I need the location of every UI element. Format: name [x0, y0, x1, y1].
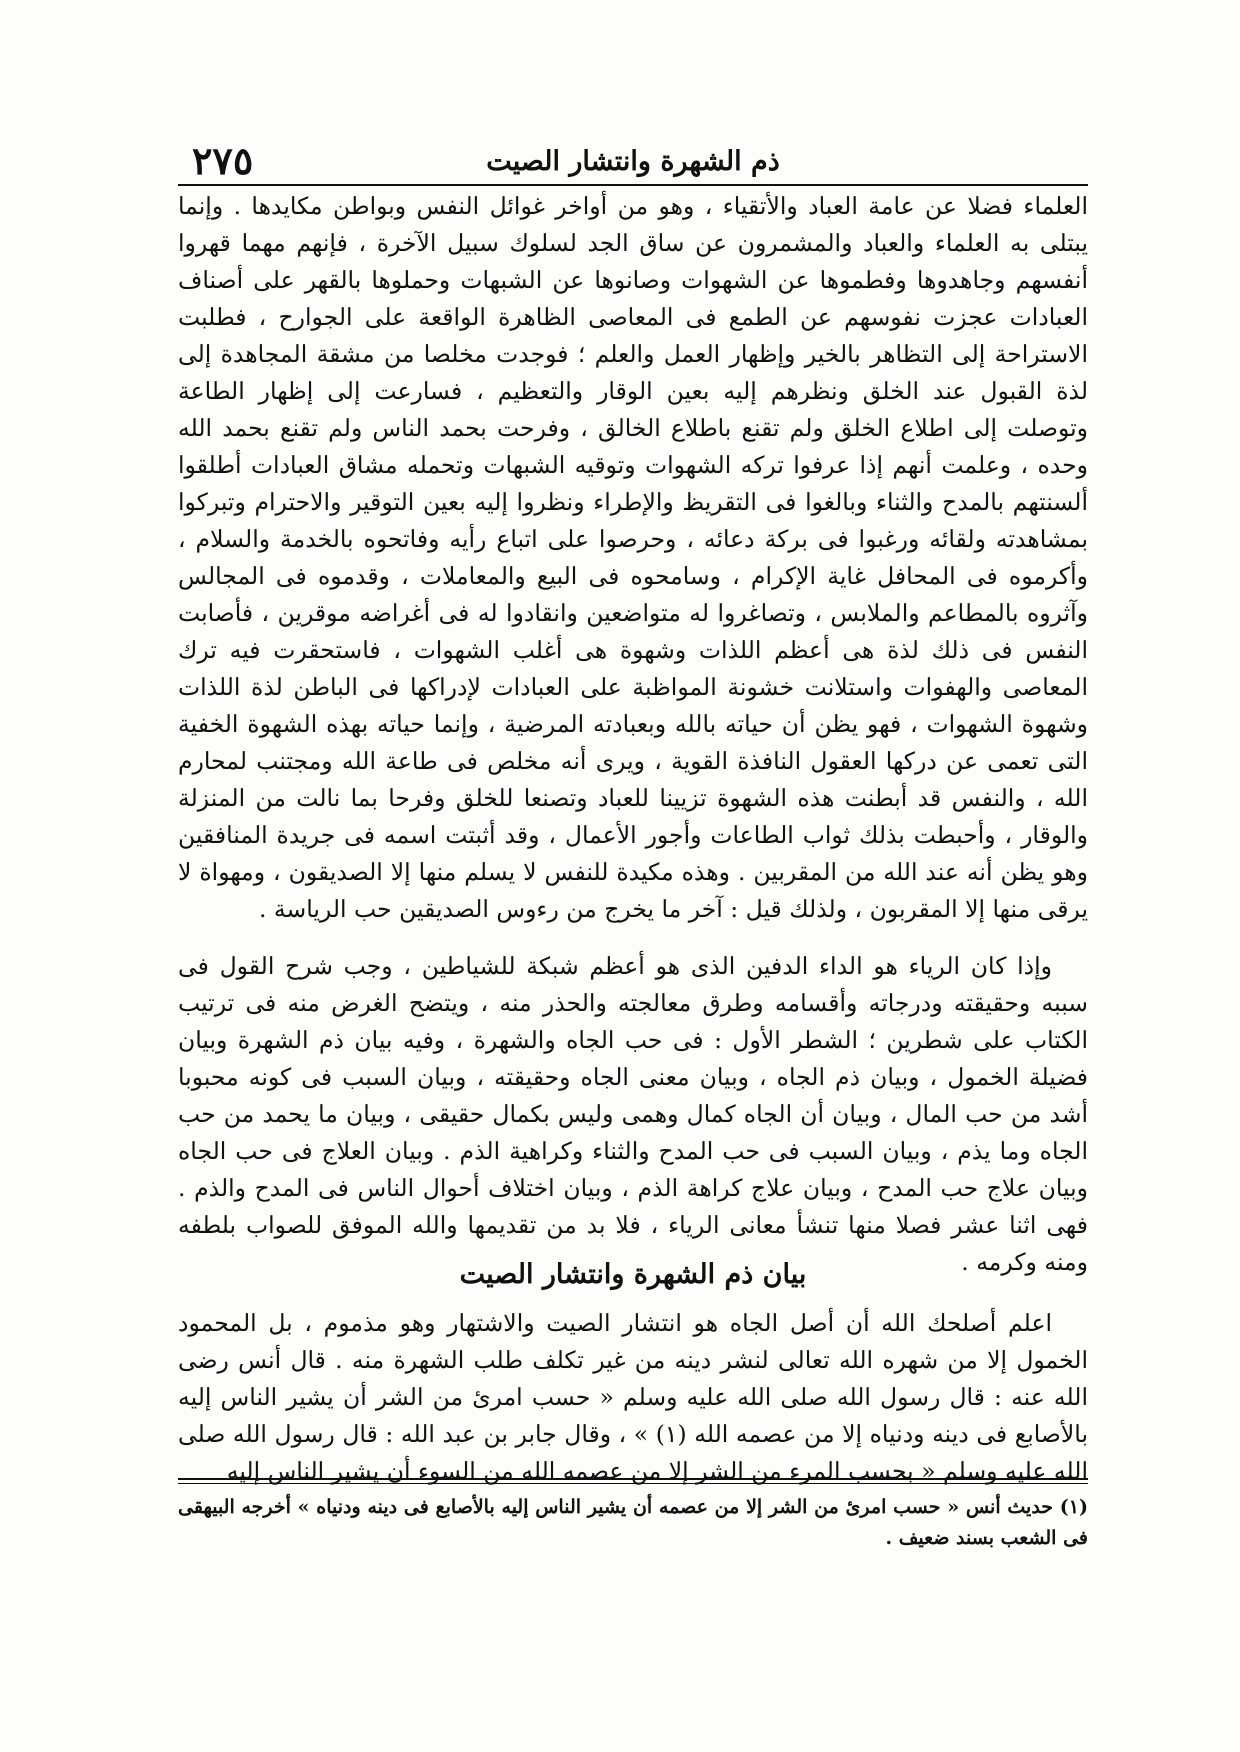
paragraph: وإذا كان الرياء هو الداء الدفين الذى هو أعظم شبكة للشياطين ، وجب شرح القول فى سببه وحقيقته ودرجاته وأقسامه وطرق معالجته والحذر منه ، ويتضح الغرض منه فى ترتيب الكتاب على شطرين ؛ الشطر الأول : فى حب الجاه والشهرة ، وفيه بيان ذم الشهرة وبيان فضيلة الخمول ، وبيان ذم الجاه ، وبيان معنى الجاه وحقيقته ، وبيان السبب فى كونه محبوبا أشد من حب المال ، وبيان أن الجاه كمال وهمى وليس بكمال حقيقى ، وبيان ما يحمد من حب الجاه وما يذم ، وبيان السبب فى حب المدح والثناء وكراهية الذم . وبيان العلاج فى حب الجاه وبيان علاج حب المدح ، وبيان علاج كراهة الذم ، وبيان اختلاف أحوال الناس فى المدح والذم . فهى اثنا عشر فصلا منها تنشأ معانى الرياء ، فلا بد من تقديمها والله الموفق للصواب بلطفه ومنه وكرمه . [178, 952, 1088, 1276]
footnote-text: (١) حديث أنس « حسب امرئ من الشر إلا من عصمه أن يشير الناس إليه بالأصابع فى دينه ودنياه » أخرجه البيهقى فى الشعب بسند ضعيف . [178, 1496, 1088, 1549]
footnote [178, 1492, 1088, 1554]
page-header [178, 138, 1088, 184]
page-number: ٢٧٥ [192, 138, 254, 183]
section-heading: بيان ذم الشهرة وانتشار الصيت [459, 1259, 807, 1290]
footnote-divider [178, 1478, 1088, 1480]
footnote-divider-thin [178, 1483, 1088, 1484]
running-title: ذم الشهرة وانتشار الصيت [486, 146, 780, 177]
paragraph: اعلم أصلحك الله أن أصل الجاه هو انتشار الصيت والاشتهار وهو مذموم ، بل المحمود الخمول إلا من شهره الله تعالى لنشر دينه من غير تكلف طلب الشهرة منه . قال أنس رضى الله عنه : قال رسول الله صلى الله عليه وسلم « حسب امرئ من الشر أن يشير الناس إليه بالأصابع فى دينه ودنياه إلا من عصمه الله (١) » ، وقال جابر بن عبد الله : قال رسول الله صلى الله عليه وسلم « بحسب المرء من الشر إلا من عصمه الله من السوء أن يشير الناس إليه [178, 1309, 1088, 1485]
header-rule [178, 184, 1088, 186]
body-text [178, 188, 1088, 1483]
paragraph: العلماء فضلا عن عامة العباد والأتقياء ، وهو من أواخر غوائل النفس وبواطن مكايدها . وإنما يبتلى به العلماء والعباد والمشمرون عن ساق الجد لسلوك سبيل الآخرة ، فإنهم مهما قهروا أنفسهم وجاهدوها وفطموها عن الشهوات وصانوها عن الشبهات وحملوها بالقهر على أصناف العبادات عجزت نفوسهم عن الطمع فى المعاصى الظاهرة الواقعة على الجوارح ، فطلبت الاستراحة إلى التظاهر بالخير وإظهار العمل والعلم ؛ فوجدت مخلصا من مشقة المجاهدة إلى لذة القبول عند الخلق ونظرهم إليه بعين الوقار والتعظيم ، فسارعت إلى إظهار الطاعة وتوصلت إلى اطلاع الخلق ولم تقنع باطلاع الخالق ، وفرحت بحمد الناس ولم تقنع بحمد الله وحده ، وعلمت أنهم إذا عرفوا تركه الشهوات وتوقيه الشبهات وتحمله مشاق العبادات أطلقوا ألسنتهم بالمدح والثناء وبالغوا فى التقريظ والإطراء ونظروا إليه بعين التوقير والاحترام وتبركوا بمشاهدته ولقائه ورغبوا فى بركة دعائه ، وحرصوا على اتباع رأيه وفاتحوه بالخدمة والسلام ، وأكرموه فى المحافل غاية الإكرام ، وسامحوه فى البيع والمعاملات ، وقدموه فى المجالس وآثروه بالمطاعم والملابس ، وتصاغروا له متواضعين وانقادوا له فى أغراضه موقرين ، فأصابت النفس فى ذلك لذة هى أعظم اللذات وشهوة هى أغلب الشهوات ، فاستحقرت فيه ترك المعاصى والهفوات واستلانت خشونة المواظبة على العبادات لإدراكها فى الباطن لذة اللذات وشهوة الشهوات ، فهو يظن أن حياته بالله وبعبادته المرضية ، وإنما حياته بهذه الشهوة الخفية التى تعمى عن دركها العقول النافذة القوية ، ويرى أنه مخلص فى طاعة الله ومجتنب لمحارم الله ، والنفس قد أبطنت هذه الشهوة تزيينا للعباد وتصنعا للخلق وفرحا بما نالت من المنزلة والوقار ، وأحبطت بذلك ثواب الطاعات وأجور الأعمال ، وقد أثبتت اسمه فى جريدة المنافقين وهو يظن أنه عند الله من المقربين . وهذه مكيدة للنفس لا يسلم منها إلا الصديقون ، ومهواة لا يرقى منها إلا المقربون ، ولذلك قيل : آخر ما يخرج من رءوس الصديقين حب الرياسة . [178, 192, 1088, 923]
